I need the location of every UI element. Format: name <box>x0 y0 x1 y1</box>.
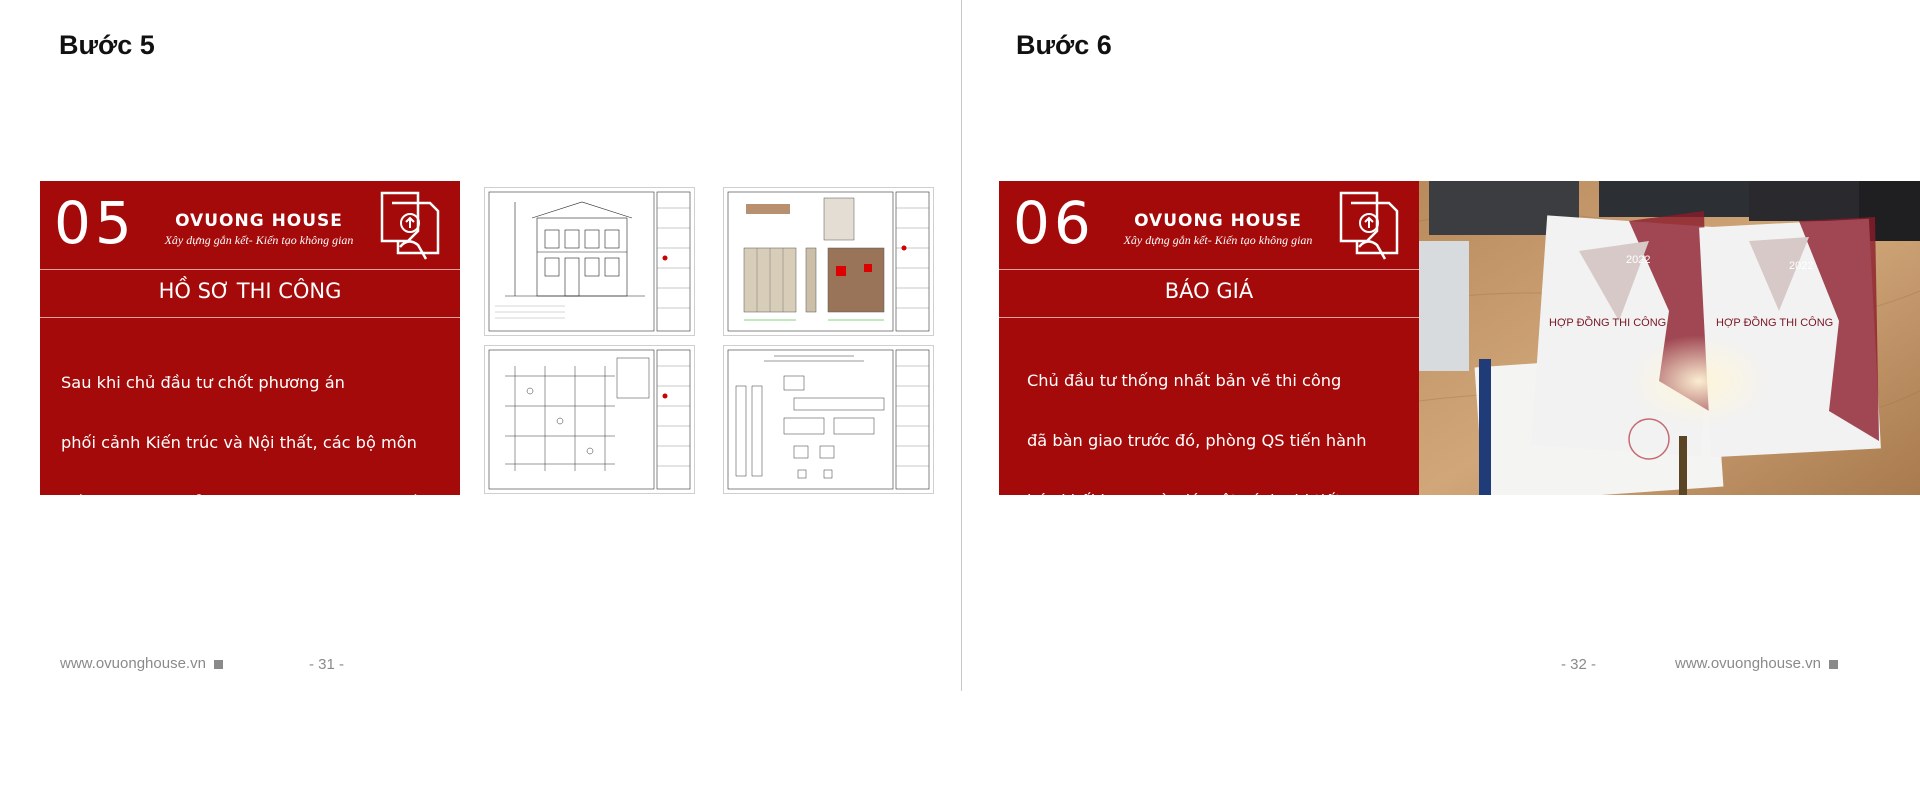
body-line: tiến hành trao đổi ra bản vẽ thi công bao gồm: <box>61 493 441 512</box>
drawing-thumbnail-structure <box>723 345 934 494</box>
body-line: - Báo giá chi tiết vật tư hoàn thiện <box>1027 671 1310 690</box>
card-heading: HỒ SƠ THI CÔNG <box>158 279 342 303</box>
brand-name: OVUONG HOUSE <box>175 211 343 231</box>
body-line: phối cảnh Kiến trúc và Nội thất, các bộ môn <box>61 433 417 452</box>
body-line: bóc khối lượng và giá một cách chi tiết. <box>1027 491 1347 510</box>
step-number: 05 <box>54 189 136 257</box>
drawing-thumbnail-interior <box>723 187 934 336</box>
card-heading: BÁO GIÁ <box>1164 279 1254 303</box>
footer-website[interactable] <box>1675 655 1838 672</box>
body-line: - Báo giá phần thô và nhân công hoàn thiện <box>1027 611 1389 630</box>
step-title-5: Bước 5 <box>59 30 155 60</box>
booklet-year: 2022 <box>1789 260 1814 272</box>
page-number: - 31 - <box>309 656 345 673</box>
card-divider <box>40 269 460 270</box>
card-divider <box>40 317 460 318</box>
body-line: - Bản vẽ thi công phần điện nước, điện nhẹ. <box>61 673 421 692</box>
body-line: Sau khi chủ đầu tư chốt phương án <box>61 373 345 392</box>
booklet-year: 2022 <box>1626 254 1651 266</box>
document-upload-icon <box>378 191 442 261</box>
quotation-card <box>999 181 1419 750</box>
card-body <box>1027 331 1422 791</box>
body-line: - Bản vẽ thi công phần Kết cấu <box>61 613 316 632</box>
drawing-thumbnail-elevation <box>484 187 695 336</box>
body-line: - Bản vẽ thi công phần Nội thất <box>61 733 320 752</box>
booklet-title: HỢP ĐỒNG THI CÔNG <box>1549 317 1667 329</box>
card-divider <box>999 317 1419 318</box>
brand-logo <box>164 211 354 248</box>
body-line: - Bản vẽ thi công phần Kiến trúc <box>61 553 328 572</box>
contract-booklets-photo <box>1419 181 1920 495</box>
body-line: đã bàn giao trước đó, phòng QS tiến hành <box>1027 431 1367 450</box>
footer-url-text: www.ovuonghouse.vn <box>1675 655 1821 672</box>
card-divider <box>999 269 1419 270</box>
brand-logo <box>1123 211 1313 248</box>
footer-url-text: www.ovuonghouse.vn <box>60 655 206 672</box>
card-body <box>61 333 456 793</box>
square-bullet-icon <box>1829 660 1838 669</box>
footer-website[interactable] <box>60 655 223 672</box>
body-line: Báo giá xây nhà trọn gói chia làm 3 mục: <box>1027 551 1361 570</box>
drawing-thumbnail-electrical <box>484 345 695 494</box>
page-divider <box>961 0 962 691</box>
document-upload-icon <box>1337 191 1401 261</box>
brand-name: OVUONG HOUSE <box>1134 211 1302 231</box>
step-number: 06 <box>1013 189 1095 257</box>
booklet-title: HỢP ĐỒNG THI CÔNG <box>1716 317 1834 329</box>
body-line: Chủ đầu tư thống nhất bản vẽ thi công <box>1027 371 1342 390</box>
body-line: - Báo giá lắp đặt Nội thất gắn tường, đồ rời. <box>1027 731 1385 750</box>
square-bullet-icon <box>214 660 223 669</box>
brand-tagline: Xây dựng gắn kết- Kiến tạo không gian <box>164 233 354 247</box>
page-number: - 32 - <box>1561 656 1597 673</box>
step-title-6: Bước 6 <box>1016 30 1112 60</box>
brand-tagline: Xây dựng gắn kết- Kiến tạo không gian <box>1123 233 1313 247</box>
